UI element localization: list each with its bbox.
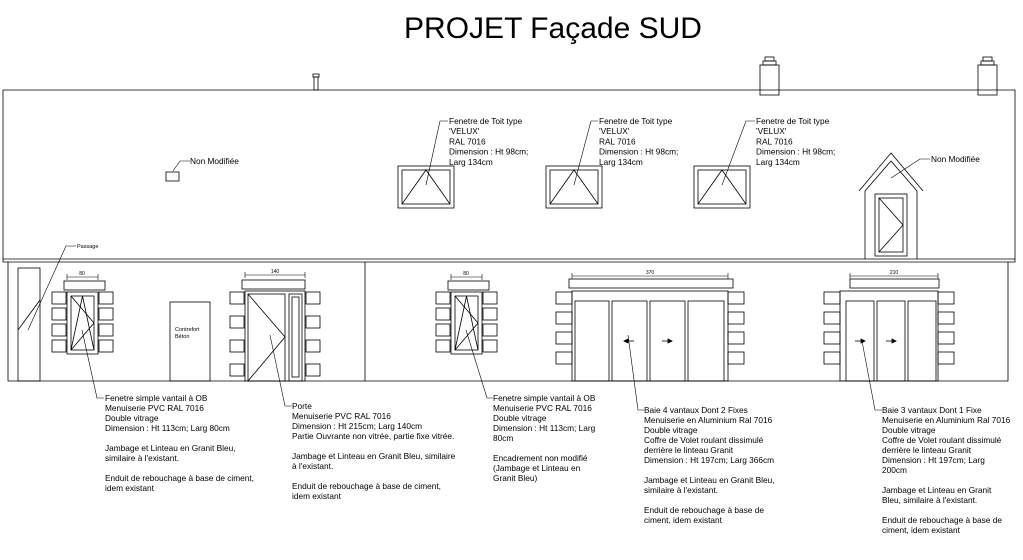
roof-vent	[166, 172, 179, 181]
note-line: Enduit de rebouchage à base de	[882, 515, 1002, 525]
note-line: Encadrement non modifié	[493, 453, 588, 463]
note-line: Coffre de Volet roulant dissimulé	[882, 435, 1002, 445]
dim-window-1: 80	[79, 271, 85, 277]
note-line: Dimension : Ht 113cm; Larg	[493, 423, 596, 433]
note-line: Larg 134cm	[599, 156, 643, 167]
note-skylight-1	[449, 116, 528, 167]
note-line: Fenetre simple vantail à OB	[493, 393, 596, 403]
note-line: derrière le linteau Granit	[644, 445, 734, 455]
baie-3-vantaux	[824, 279, 954, 381]
note-line: Enduit de rebouchage à base de	[644, 505, 764, 515]
page-title: PROJET Façade SUD	[404, 12, 702, 45]
note-line: Larg 134cm	[449, 156, 493, 167]
window-1	[52, 281, 113, 354]
note-line: Double vitrage	[105, 413, 159, 423]
note-line: similaire à l'existant.	[644, 485, 718, 495]
label-contrefort-1: Contrefort	[175, 327, 200, 333]
note-line: Enduit de rebouchage à base de ciment,	[105, 473, 254, 483]
note-line: 'VELUX'	[449, 126, 480, 137]
label-non-modifiee-left: Non Modifiée	[190, 156, 239, 166]
note-line: 80cm	[493, 433, 514, 443]
note-line: Dimension : Ht 197cm; Larg 366cm	[644, 455, 775, 465]
note-line: RAL 7016	[756, 136, 793, 147]
note-line: Double vitrage	[493, 413, 547, 423]
note-line: Jambage et Linteau en Granit Bleu, similaire	[292, 451, 456, 461]
chimney-right	[978, 57, 997, 95]
note-line: Fenetre simple vantail à OB	[105, 393, 208, 403]
note-line: Dimension : Ht 98cm;	[599, 146, 679, 157]
note-baie-3	[882, 405, 1011, 535]
note-line: 'VELUX'	[599, 126, 630, 137]
dim-door: 140	[270, 269, 280, 275]
label-non-modifiee-dormer: Non Modifiée	[931, 154, 980, 164]
note-line: Dimension : Ht 98cm;	[756, 146, 836, 157]
skylight-1	[398, 166, 454, 208]
note-line: Menuiserie en Aluminium Ral 7016	[882, 415, 1011, 425]
note-line: (Jambage et Linteau en	[493, 463, 581, 473]
note-skylight-3	[756, 116, 835, 167]
chimney-middle	[760, 57, 779, 95]
note-line: RAL 7016	[449, 136, 486, 147]
note-window-2	[493, 393, 596, 483]
note-door	[292, 401, 456, 501]
baie-4-vantaux	[556, 279, 744, 381]
note-line: Dimension : Ht 197cm; Larg	[882, 455, 985, 465]
note-line: Coffre de Volet roulant dissimulé	[644, 435, 764, 445]
note-line: similaire à l'existant.	[105, 453, 179, 463]
dimension-lines	[67, 272, 938, 280]
note-line: Bleu, similaire à l'existant.	[882, 495, 978, 505]
note-line: Menuiserie en Aluminium Ral 7016	[644, 415, 773, 425]
note-line: Dimension : Ht 98cm;	[449, 146, 529, 157]
contrefort	[170, 302, 210, 381]
note-line: à l'existant.	[292, 461, 334, 471]
skylight-2	[546, 166, 602, 208]
dim-window-2: 80	[463, 271, 469, 277]
note-line: Larg 134cm	[756, 156, 800, 167]
note-line: Dimension : Ht 113cm; Larg 80cm	[105, 423, 230, 433]
note-line: idem existant	[105, 483, 154, 493]
note-line: 200cm	[882, 465, 907, 475]
note-line: Baie 4 vantaux Dont 2 Fixes	[644, 405, 748, 415]
note-line: Menuiserie PVC RAL 7016	[292, 411, 391, 421]
note-line: Menuiserie PVC RAL 7016	[105, 403, 204, 413]
note-line: Porte	[292, 401, 312, 411]
note-line: Dimension : Ht 215cm; Larg 140cm	[292, 421, 423, 431]
label-passage: Passage	[77, 244, 99, 250]
dim-baie-4: 370	[645, 270, 655, 276]
skylight-3	[694, 166, 750, 208]
note-line: Jambage et Linteau en Granit Bleu,	[105, 443, 236, 453]
note-line: Fenetre de Toit type	[756, 116, 830, 126]
note-line: Enduit de rebouchage à base de ciment,	[292, 481, 441, 491]
note-line: Menuiserie PVC RAL 7016	[493, 403, 592, 413]
dormer	[859, 153, 923, 259]
note-line: Fenetre de Toit type	[599, 116, 673, 126]
passage-door	[18, 268, 40, 381]
note-line: ciment, idem existant	[644, 515, 722, 525]
note-line: Baie 3 vantaux Dont 1 Fixe	[882, 405, 982, 415]
chimney-small	[313, 74, 319, 90]
note-line: Fenetre de Toit type	[449, 116, 523, 126]
note-window-1	[105, 393, 254, 493]
note-line: Partie Ouvrante non vitrée, partie fixe vitrée.	[292, 431, 455, 441]
note-line: RAL 7016	[599, 136, 636, 147]
note-line: Granit Bleu)	[493, 473, 538, 483]
label-contrefort-2: Béton	[175, 334, 190, 340]
note-baie-4	[644, 405, 775, 525]
note-line: 'VELUX'	[756, 126, 787, 137]
note-line: Double vitrage	[644, 425, 698, 435]
door	[230, 280, 320, 381]
note-line: idem existant	[292, 491, 341, 501]
note-line: ciment, idem existant	[882, 525, 960, 535]
dim-baie-3: 210	[889, 270, 899, 276]
note-line: derrière le linteau Granit	[882, 445, 972, 455]
wall-outline	[8, 262, 1008, 381]
note-line: Jambage et Linteau en Granit	[882, 485, 992, 495]
note-line: Double vitrage	[882, 425, 936, 435]
note-line: Jambage et Linteau en Granit Bleu,	[644, 475, 775, 485]
note-skylight-2	[599, 116, 678, 167]
window-2	[436, 281, 497, 354]
